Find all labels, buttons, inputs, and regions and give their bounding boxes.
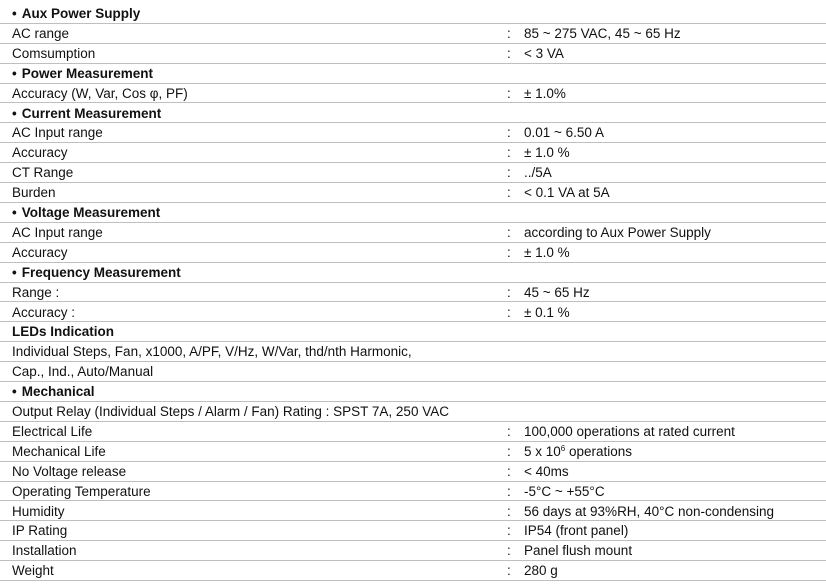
spec-row (0, 223, 826, 243)
value-text: -5°C ~ +55°C (524, 483, 605, 499)
spec-value (524, 283, 590, 302)
value-text: Panel flush mount (524, 543, 633, 559)
spec-row (0, 502, 826, 522)
bullet-icon: • (12, 205, 17, 220)
label-text: Current Measurement (21, 105, 162, 121)
spec-row (0, 44, 826, 64)
value-text: ± 1.0 % (524, 145, 570, 161)
label-text: Power Measurement (21, 65, 154, 81)
spec-label (12, 422, 92, 441)
value-text: 280 g (524, 563, 558, 579)
section-title (12, 4, 140, 23)
spec-value (524, 303, 570, 322)
colon-separator: : (507, 45, 511, 61)
spec-row (0, 143, 826, 163)
colon-separator: : (507, 284, 511, 300)
section-title (12, 104, 161, 123)
label-text: Accuracy (12, 145, 68, 161)
spec-row (0, 243, 826, 263)
section-title (12, 64, 153, 83)
label-text: IP Rating (12, 523, 68, 539)
label-text: Accuracy (W, Var, Cos φ, PF) (12, 85, 188, 101)
section-header (0, 322, 826, 342)
spec-row (0, 84, 826, 104)
label-text: Accuracy : (12, 304, 76, 320)
spec-label (12, 84, 188, 103)
spec-label (12, 283, 59, 302)
spec-value (524, 541, 632, 560)
spec-value (524, 482, 605, 501)
spec-label (12, 183, 56, 202)
spec-value (524, 44, 564, 63)
label-text: Range : (12, 284, 60, 300)
spec-label (12, 482, 151, 501)
spec-row (0, 362, 826, 382)
label-text: AC Input range (12, 125, 103, 141)
label-text: Mechanical (21, 384, 95, 400)
section-header (0, 104, 826, 124)
spec-row (0, 402, 826, 422)
colon-separator: : (507, 563, 511, 579)
spec-value (524, 143, 570, 162)
value-text: 0.01 ~ 6.50 A (524, 125, 604, 141)
label-text: Operating Temperature (12, 483, 151, 499)
spec-row (0, 283, 826, 303)
spec-row (0, 482, 826, 502)
label-text: AC Input range (12, 224, 103, 240)
label-text: AC range (12, 25, 70, 41)
label-text: No Voltage release (12, 463, 127, 479)
spec-row (0, 163, 826, 183)
spec-label (12, 342, 412, 361)
label-text: Electrical Life (12, 423, 93, 439)
section-header (0, 203, 826, 223)
value-text: ± 1.0% (524, 85, 566, 101)
spec-value (524, 163, 552, 182)
section-title (12, 382, 95, 401)
label-text: LEDs Indication (12, 324, 115, 340)
spec-row (0, 303, 826, 323)
section-title (12, 322, 114, 341)
spec-label (12, 502, 65, 521)
spec-label (12, 541, 77, 560)
spec-label (12, 402, 449, 421)
label-text: CT Range (12, 165, 74, 181)
colon-separator: : (507, 85, 511, 101)
spec-label (12, 143, 68, 162)
spec-label (12, 223, 103, 242)
colon-separator: : (507, 244, 511, 260)
colon-separator: : (507, 443, 511, 459)
value-text: 45 ~ 65 Hz (524, 284, 590, 300)
label-text: Mechanical Life (12, 443, 106, 459)
value-text: according to Aux Power Supply (524, 224, 711, 240)
label-text: Weight (12, 563, 54, 579)
bullet-icon: • (12, 105, 17, 121)
section-title (12, 263, 181, 282)
value-text: IP54 (front panel) (524, 523, 629, 539)
spec-label (12, 442, 106, 461)
spec-value (524, 84, 566, 103)
value-text: < 0.1 VA at 5A (524, 185, 610, 201)
section-header (0, 64, 826, 84)
superscript: 6 (560, 443, 566, 453)
spec-row (0, 422, 826, 442)
spec-row (0, 462, 826, 482)
colon-separator: : (507, 423, 511, 439)
section-title (12, 203, 160, 222)
spec-value (524, 243, 570, 262)
value-text: 5 x 10 (524, 443, 561, 459)
spec-value (524, 24, 681, 43)
spec-row (0, 521, 826, 541)
bullet-icon: • (12, 6, 17, 21)
spec-row (0, 541, 826, 561)
colon-separator: : (507, 543, 511, 559)
spec-row (0, 24, 826, 44)
value-text: 85 ~ 275 VAC, 45 ~ 65 Hz (524, 25, 681, 41)
value-text: 56 days at 93%RH, 40°C non-condensing (524, 503, 775, 519)
label-text: Cap., Ind., Auto/Manual (12, 364, 154, 380)
spec-value (524, 521, 628, 540)
colon-separator: : (507, 523, 511, 539)
spec-label (12, 243, 68, 262)
colon-separator: : (507, 463, 511, 479)
label-text: Humidity (12, 503, 65, 519)
value-text: ± 0.1 % (524, 304, 570, 320)
bullet-icon: • (12, 384, 17, 400)
spec-value (524, 123, 604, 142)
section-header (0, 382, 826, 402)
value-suffix: operations (565, 443, 633, 459)
label-text: Accuracy (12, 244, 68, 260)
spec-row (0, 183, 826, 203)
label-text: Frequency Measurement (21, 264, 181, 280)
spec-value (524, 422, 735, 441)
label-text: Output Relay (Individual Steps / Alarm / Fan) Rating : SPST 7A, 250 VAC (12, 404, 449, 419)
spec-row (0, 123, 826, 143)
spec-label (12, 303, 75, 322)
section-header (0, 263, 826, 283)
colon-separator: : (507, 145, 511, 161)
label-text: Burden (12, 185, 56, 201)
value-text: 100,000 operations at rated current (524, 423, 735, 439)
value-text: < 40ms (524, 463, 569, 479)
spec-row (0, 342, 826, 362)
spec-value (524, 561, 558, 580)
label-text: Installation (12, 543, 77, 559)
value-text: ../5A (524, 165, 552, 181)
label-text: Aux Power Supply (21, 6, 141, 21)
spec-label (12, 521, 67, 540)
colon-separator: : (507, 125, 511, 141)
spec-label (12, 462, 126, 481)
label-text: Comsumption (12, 45, 96, 61)
spec-value (524, 502, 774, 521)
spec-row (0, 442, 826, 462)
colon-separator: : (507, 483, 511, 499)
spec-label (12, 163, 73, 182)
colon-separator: : (507, 165, 511, 181)
label-text: Voltage Measurement (21, 205, 161, 220)
spec-value (524, 183, 610, 202)
bullet-icon: • (12, 264, 17, 280)
spec-label (12, 561, 54, 580)
value-text: ± 1.0 % (524, 244, 570, 260)
colon-separator: : (507, 224, 511, 240)
spec-value (524, 223, 711, 242)
spec-label (12, 24, 69, 43)
colon-separator: : (507, 185, 511, 201)
value-text: < 3 VA (524, 45, 564, 61)
section-header (0, 4, 826, 24)
spec-label (12, 362, 153, 381)
label-text: Individual Steps, Fan, x1000, A/PF, V/Hz, W/Var, thd/nth Harmonic, (12, 344, 412, 360)
colon-separator: : (507, 25, 511, 41)
spec-value (524, 442, 632, 461)
spec-value (524, 462, 569, 481)
colon-separator: : (507, 503, 511, 519)
spec-label (12, 44, 95, 63)
spec-label (12, 123, 103, 142)
spec-row (0, 561, 826, 581)
colon-separator: : (507, 304, 511, 320)
bullet-icon: • (12, 65, 17, 81)
